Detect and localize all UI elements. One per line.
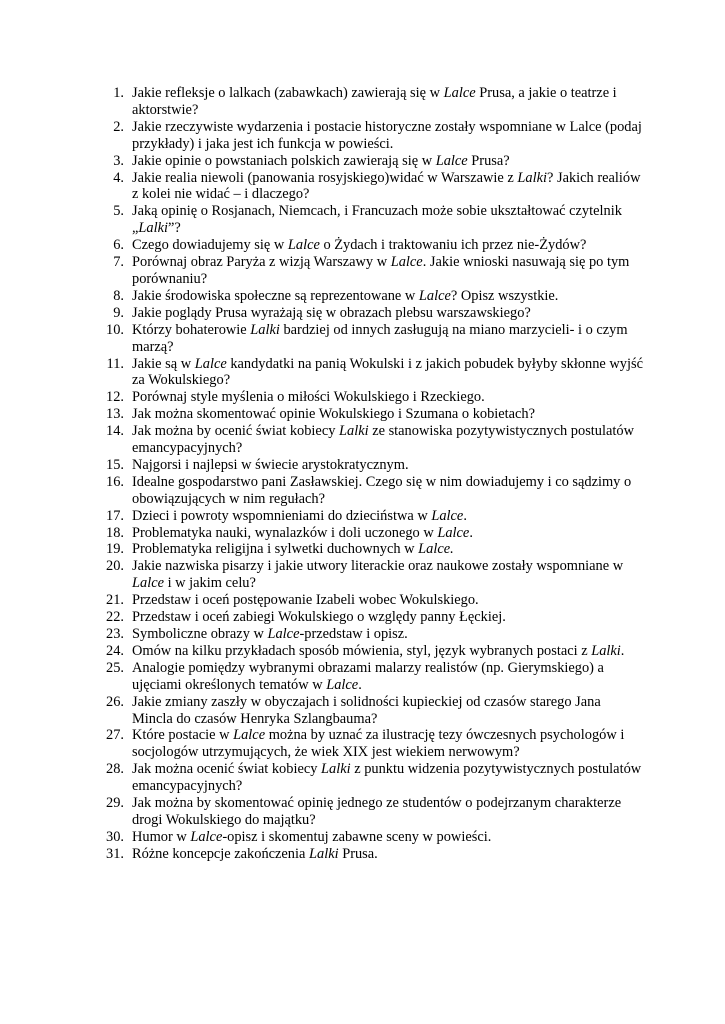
- question-text-segment: Omów na kilku przykładach sposób mówienia, styl, język wybranych postaci z: [132, 642, 592, 659]
- question-text-segment: i w jakim celu?: [163, 575, 256, 592]
- question-item: [100, 237, 645, 254]
- italic-title: Lalce: [437, 524, 470, 541]
- question-text-segment: .: [358, 676, 362, 693]
- question-text-segment: Przedstaw i oceń postępowanie Izabeli wobec Wokulskiego.: [132, 592, 479, 609]
- question-item: [100, 356, 645, 390]
- question-text: [132, 508, 467, 524]
- question-text: [132, 119, 642, 152]
- question-number: 28 .: [100, 761, 124, 778]
- question-text-segment: Jakie nazwiska pisarzy i jakie utwory literackie oraz naukowe zostały wspomniane w: [132, 558, 624, 575]
- question-text-segment: bardziej od innych zasługują na miano marzycieli- i o czym marzą?: [132, 321, 628, 355]
- question-number: 3 .: [100, 153, 124, 170]
- question-text-segment: Jakie zmiany zaszły w obyczajach i solidności kupieckiej od czasów starego Jana Mincla do czasów Henryka Szlangbauma?: [132, 693, 601, 727]
- question-number: 18 .: [100, 525, 124, 542]
- question-item: [100, 288, 645, 305]
- question-item: [100, 406, 645, 423]
- italic-title: Lalce: [443, 85, 476, 101]
- question-text-segment: .: [469, 524, 473, 541]
- question-item: [100, 254, 645, 288]
- question-text: [132, 592, 479, 608]
- question-text: [132, 558, 623, 591]
- question-text: [132, 727, 624, 760]
- question-text: [132, 525, 473, 541]
- question-text: [132, 846, 378, 862]
- question-item: [100, 322, 645, 356]
- italic-title: Lalce: [326, 676, 359, 693]
- question-text-segment: ? Opisz wszystkie.: [450, 287, 559, 304]
- question-item: [100, 609, 645, 626]
- question-text-segment: Porównaj style myślenia o miłości Wokulskiego i Rzeckiego.: [132, 389, 485, 406]
- question-text-segment: Jakie rzeczywiste wydarzenia i postacie historyczne zostały wspomniane w Lalce (podaj przykłady) i jaka jest ich funkcja w powieści.: [132, 118, 642, 152]
- question-number: 9 .: [100, 305, 124, 322]
- italic-title: Lalce: [418, 287, 451, 304]
- question-text-segment: Problematyka religijna i sylwetki duchownych w: [132, 541, 419, 558]
- question-text: [132, 795, 621, 828]
- italic-title: Lalki: [517, 169, 547, 186]
- question-item: [100, 203, 645, 237]
- question-text-segment: Które postacie w: [132, 727, 234, 744]
- question-item: [100, 829, 645, 846]
- question-item: [100, 643, 645, 660]
- question-item: [100, 541, 645, 558]
- question-text-segment: Symboliczne obrazy w: [132, 626, 268, 642]
- question-number: 10 .: [100, 322, 124, 339]
- question-number: 23 .: [100, 626, 124, 643]
- question-number: 2 .: [100, 119, 124, 136]
- question-text-segment: Jakie poglądy Prusa wyrażają się w obrazach plebsu warszawskiego?: [132, 304, 531, 321]
- question-text: [132, 643, 624, 659]
- question-item: [100, 508, 645, 525]
- question-text: [132, 474, 631, 507]
- question-text-segment: ze stanowiska pozytywistycznych postulatów emancypacyjnych?: [132, 423, 634, 457]
- question-text-segment: Jak można ocenić świat kobiecy: [132, 761, 322, 778]
- question-number: 7 .: [100, 254, 124, 271]
- italic-title: Lalce.: [418, 541, 454, 558]
- question-text: [132, 829, 491, 845]
- italic-title: Lalki: [591, 642, 621, 659]
- question-item: [100, 474, 645, 508]
- question-text-segment: Idealne gospodarstwo pani Zasławskiej. Czego się w nim dowiadujemy i co sądzimy o obowiązujących w nim regułach?: [132, 473, 632, 507]
- question-text: [132, 203, 622, 236]
- italic-title: Lalki: [250, 321, 280, 338]
- italic-title: Lalce: [194, 355, 227, 372]
- italic-title: Lalce: [132, 575, 164, 592]
- italic-title: Lalce: [435, 152, 468, 169]
- question-item: [100, 592, 645, 609]
- question-item: [100, 85, 645, 119]
- question-text: [132, 85, 617, 118]
- question-text: [132, 237, 586, 253]
- italic-title: Lalce: [233, 727, 266, 744]
- question-text: [132, 660, 604, 693]
- question-item: [100, 305, 645, 322]
- question-text-segment: Którzy bohaterowie: [132, 321, 251, 338]
- question-text: [132, 322, 628, 355]
- italic-title: Lalki: [309, 845, 339, 862]
- question-number: 8 .: [100, 288, 124, 305]
- question-text-segment: Dzieci i powroty wspomnieniami do dzieciństwa w: [132, 507, 432, 524]
- question-text: [132, 609, 506, 625]
- question-number: 16 .: [100, 474, 124, 491]
- italic-title: Lalki: [138, 220, 168, 237]
- question-text-segment: -opisz i skomentuj zabawne sceny w powieści.: [222, 828, 492, 845]
- question-text-segment: Jak można by ocenić świat kobiecy: [132, 423, 339, 440]
- question-number: 19 .: [100, 541, 124, 558]
- question-text: [132, 761, 641, 794]
- question-item: [100, 153, 645, 170]
- question-text: [132, 153, 510, 169]
- question-text-segment: Najgorsi i najlepsi w świecie arystokratycznym.: [132, 456, 409, 473]
- question-number: 6 .: [100, 237, 124, 254]
- question-item: [100, 795, 645, 829]
- question-text-segment: Prusa, a jakie o teatrze i aktorstwie?: [132, 85, 617, 118]
- italic-title: Lalce: [190, 828, 223, 845]
- question-number: 20 .: [100, 558, 124, 575]
- question-number: 27 .: [100, 727, 124, 744]
- question-text-segment: Czego dowiadujemy się w: [132, 237, 288, 254]
- question-item: [100, 660, 645, 694]
- question-text-segment: Prusa?: [467, 152, 510, 169]
- question-text: [132, 406, 535, 422]
- question-item: [100, 525, 645, 542]
- question-text-segment: Jaką opinię o Rosjanach, Niemcach, i Francuzach może sobie ukształtować czytelnik „: [132, 203, 622, 237]
- question-text-segment: Jak można skomentować opinie Wokulskiego i Szumana o kobietach?: [132, 406, 536, 423]
- question-text-segment: Analogie pomiędzy wybranymi obrazami malarzy realistów (np. Gierymskiego) a ujęciami określonych tematów w: [132, 659, 604, 693]
- question-text: [132, 305, 531, 321]
- question-text: [132, 457, 409, 473]
- question-text-segment: Jakie są w: [132, 355, 195, 372]
- question-text: [132, 288, 558, 304]
- question-text-segment: Humor w: [132, 828, 191, 845]
- question-item: [100, 423, 645, 457]
- question-number: 17 .: [100, 508, 124, 525]
- question-text: [132, 254, 629, 287]
- question-text-segment: Problematyka nauki, wynalazków i doli uczonego w: [132, 524, 438, 541]
- question-text-segment: .: [463, 507, 467, 524]
- question-text: [132, 423, 634, 456]
- question-item: [100, 119, 645, 153]
- question-number: 15 .: [100, 457, 124, 474]
- question-number: 1 .: [100, 85, 124, 102]
- question-text: [132, 356, 643, 389]
- question-text: [132, 389, 485, 405]
- question-item: [100, 694, 645, 728]
- question-number: 21 .: [100, 592, 124, 609]
- question-item: [100, 846, 645, 863]
- question-text-segment: można by uznać za ilustrację tezy ówczesnych psychologów i socjologów utrzymujących, że wiek XIX jest wiekiem nerwowym?: [132, 727, 625, 761]
- italic-title: Lalce: [287, 237, 320, 254]
- italic-title: Lalki: [321, 761, 351, 778]
- question-text-segment: Jakie realia niewoli (panowania rosyjskiego)widać w Warszawie z: [132, 169, 518, 186]
- question-number: 11 .: [100, 356, 124, 373]
- question-number: 4 .: [100, 170, 124, 187]
- question-number: 26 .: [100, 694, 124, 711]
- italic-title: Lalce: [431, 507, 464, 524]
- question-number: 29 .: [100, 795, 124, 812]
- question-number: 24 .: [100, 643, 124, 660]
- question-text-segment: -przedstaw i opisz.: [299, 626, 408, 642]
- question-text-segment: .: [620, 642, 625, 659]
- question-text-segment: ”?: [167, 220, 181, 237]
- question-text-segment: Prusa.: [338, 845, 378, 862]
- question-number: 5 .: [100, 203, 124, 220]
- question-number: 30 .: [100, 829, 124, 846]
- question-item: [100, 761, 645, 795]
- italic-title: Lalce: [390, 254, 423, 271]
- question-text-segment: ? Jakich realiów z kolei nie widać – i dlaczego?: [132, 169, 641, 203]
- question-text-segment: Przedstaw i oceń zabiegi Wokulskiego o względy panny Łęckiej.: [132, 609, 506, 626]
- question-item: [100, 457, 645, 474]
- question-text: [132, 694, 601, 727]
- question-item: [100, 727, 645, 761]
- italic-title: Lalki: [339, 423, 369, 440]
- question-text-segment: Jak można by skomentować opinię jednego ze studentów o podejrzanym charakterze drogi Wokulskiego do majątku?: [132, 795, 622, 828]
- question-text: [132, 170, 640, 203]
- question-number: 22 .: [100, 609, 124, 626]
- question-number: 25 .: [100, 660, 124, 677]
- question-text-segment: Jakie refleksje o lalkach (zabawkach) zawierają się w: [132, 85, 444, 101]
- question-number: 13 .: [100, 406, 124, 423]
- question-text-segment: kandydatki na panią Wokulski i z jakich pobudek byłyby skłonne wyjść za Wokulskiego?: [132, 355, 643, 389]
- question-text-segment: Różne koncepcje zakończenia: [132, 845, 309, 862]
- question-text-segment: Porównaj obraz Paryża z wizją Warszawy w: [132, 254, 391, 271]
- question-item: [100, 558, 645, 592]
- question-text-segment: z punktu widzenia pozytywistycznych postulatów emancypacyjnych?: [132, 761, 642, 795]
- question-text-segment: Jakie opinie o powstaniach polskich zawierają się w: [132, 152, 436, 169]
- question-number: 31 .: [100, 846, 124, 863]
- question-number: 12 .: [100, 389, 124, 406]
- question-item: [100, 170, 645, 204]
- question-text-segment: Jakie środowiska społeczne są reprezentowane w: [132, 287, 419, 304]
- question-text: [132, 541, 454, 557]
- question-text: [132, 626, 408, 642]
- question-item: [100, 389, 645, 406]
- question-text-segment: . Jakie wnioski nasuwają się po tym porównaniu?: [132, 254, 630, 287]
- italic-title: Lalce: [267, 626, 300, 642]
- question-item: [100, 626, 645, 643]
- question-number: 14 .: [100, 423, 124, 440]
- question-text-segment: o Żydach i traktowaniu ich przez nie-Żydów?: [319, 237, 587, 254]
- question-list: [100, 85, 645, 863]
